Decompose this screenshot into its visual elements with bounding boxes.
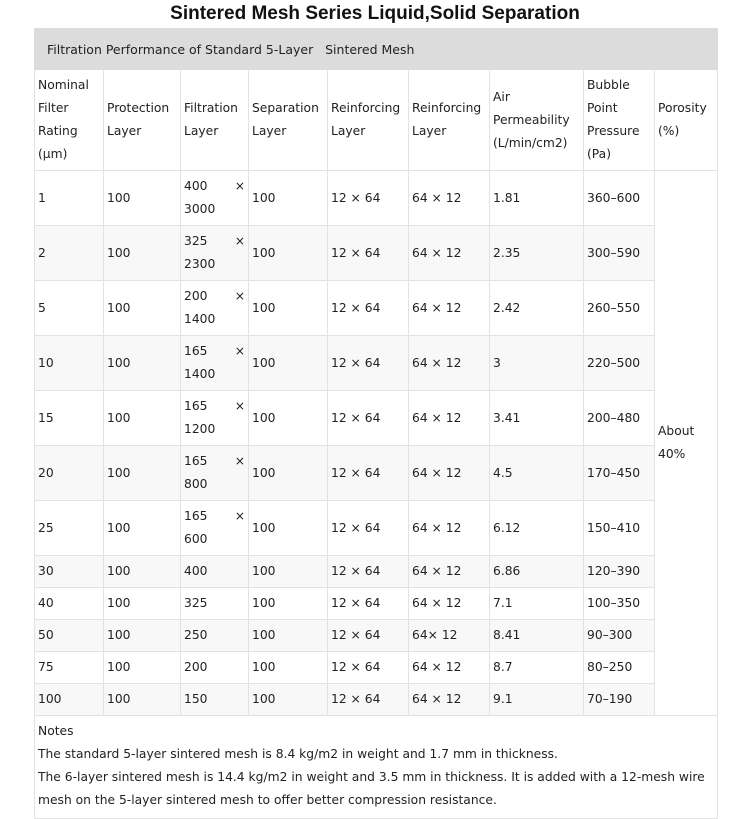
cell-air-permeability: 1.81 <box>490 171 584 226</box>
cell-reinforcing-2: 64 × 12 <box>409 226 490 281</box>
cell-reinforcing-1: 12 × 64 <box>328 446 409 501</box>
cell-separation: 100 <box>249 446 328 501</box>
table-caption: Filtration Performance of Standard 5-Layer Sintered Mesh <box>35 29 718 70</box>
notes-cell <box>35 716 718 819</box>
filtration-table-wrapper <box>34 28 717 819</box>
filtration-times-sign: × <box>234 234 245 248</box>
cell-bubble-point: 90–300 <box>584 620 655 652</box>
cell-reinforcing-2: 64× 12 <box>409 620 490 652</box>
table-row <box>35 556 718 588</box>
cell-separation: 100 <box>249 391 328 446</box>
header-separation-layer: Separation Layer <box>249 70 328 171</box>
cell-reinforcing-2: 64 × 12 <box>409 652 490 684</box>
cell-reinforcing-2: 64 × 12 <box>409 336 490 391</box>
cell-air-permeability: 2.42 <box>490 281 584 336</box>
cell-air-permeability: 3 <box>490 336 584 391</box>
cell-reinforcing-2: 64 × 12 <box>409 391 490 446</box>
cell-separation: 100 <box>249 171 328 226</box>
table-row <box>35 391 718 446</box>
cell-filtration: 200 <box>181 652 249 684</box>
filtration-times-sign: × <box>234 509 245 523</box>
cell-filtration <box>181 226 249 281</box>
header-porosity: Porosity (%) <box>655 70 718 171</box>
filtration-times-sign: × <box>234 399 245 413</box>
cell-air-permeability: 8.41 <box>490 620 584 652</box>
cell-reinforcing-1: 12 × 64 <box>328 336 409 391</box>
table-row <box>35 446 718 501</box>
cell-rating: 75 <box>35 652 104 684</box>
cell-protection: 100 <box>104 391 181 446</box>
table-row <box>35 588 718 620</box>
cell-air-permeability: 8.7 <box>490 652 584 684</box>
table-row <box>35 684 718 716</box>
cell-reinforcing-1: 12 × 64 <box>328 501 409 556</box>
cell-bubble-point: 360–600 <box>584 171 655 226</box>
cell-reinforcing-2: 64 × 12 <box>409 171 490 226</box>
cell-rating: 1 <box>35 171 104 226</box>
table-row <box>35 501 718 556</box>
filtration-mesh-b: 1400 <box>184 312 216 326</box>
cell-air-permeability: 2.35 <box>490 226 584 281</box>
cell-reinforcing-1: 12 × 64 <box>328 620 409 652</box>
filtration-mesh-a: 325 <box>184 234 208 248</box>
header-reinforcing-layer-1: Reinforcing Layer <box>328 70 409 171</box>
filtration-mesh-a: 165 <box>184 399 208 413</box>
filtration-mesh-a: 165 <box>184 454 208 468</box>
cell-reinforcing-2: 64 × 12 <box>409 281 490 336</box>
cell-filtration: 325 <box>181 588 249 620</box>
cell-rating: 25 <box>35 501 104 556</box>
cell-protection: 100 <box>104 620 181 652</box>
cell-filtration <box>181 391 249 446</box>
cell-filtration: 150 <box>181 684 249 716</box>
cell-reinforcing-1: 12 × 64 <box>328 226 409 281</box>
cell-bubble-point: 300–590 <box>584 226 655 281</box>
cell-rating: 5 <box>35 281 104 336</box>
cell-protection: 100 <box>104 501 181 556</box>
cell-air-permeability: 7.1 <box>490 588 584 620</box>
cell-separation: 100 <box>249 501 328 556</box>
table-row <box>35 171 718 226</box>
cell-reinforcing-1: 12 × 64 <box>328 652 409 684</box>
cell-separation: 100 <box>249 652 328 684</box>
table-row <box>35 226 718 281</box>
cell-bubble-point: 80–250 <box>584 652 655 684</box>
filtration-mesh-b: 600 <box>184 532 208 546</box>
cell-reinforcing-2: 64 × 12 <box>409 588 490 620</box>
cell-protection: 100 <box>104 336 181 391</box>
cell-filtration <box>181 446 249 501</box>
filtration-mesh-b: 2300 <box>184 257 216 271</box>
note-5-layer: The standard 5-layer sintered mesh is 8.4 kg/m2 in weight and 1.7 mm in thickness. <box>38 747 558 761</box>
cell-rating: 2 <box>35 226 104 281</box>
cell-bubble-point: 100–350 <box>584 588 655 620</box>
cell-reinforcing-1: 12 × 64 <box>328 556 409 588</box>
cell-filtration <box>181 336 249 391</box>
cell-filtration: 400 <box>181 556 249 588</box>
cell-reinforcing-1: 12 × 64 <box>328 281 409 336</box>
cell-separation: 100 <box>249 556 328 588</box>
cell-rating: 40 <box>35 588 104 620</box>
filtration-times-sign: × <box>234 344 245 358</box>
cell-separation: 100 <box>249 336 328 391</box>
table-caption-row <box>35 29 718 70</box>
cell-separation: 100 <box>249 281 328 336</box>
cell-air-permeability: 6.12 <box>490 501 584 556</box>
cell-bubble-point: 150–410 <box>584 501 655 556</box>
cell-bubble-point: 260–550 <box>584 281 655 336</box>
cell-separation: 100 <box>249 588 328 620</box>
cell-filtration <box>181 281 249 336</box>
cell-rating: 20 <box>35 446 104 501</box>
table-header-row <box>35 70 718 171</box>
cell-protection: 100 <box>104 281 181 336</box>
filtration-times-sign: × <box>234 454 245 468</box>
note-6-layer: The 6-layer sintered mesh is 14.4 kg/m2 in weight and 3.5 mm in thickness. It is added with a 12-mesh wire mesh on the 5-layer sintered mesh to offer better compression resistance. <box>38 770 705 807</box>
header-bubble-point-pressure: Bubble Point Pressure (Pa) <box>584 70 655 171</box>
cell-bubble-point: 220–500 <box>584 336 655 391</box>
cell-protection: 100 <box>104 171 181 226</box>
header-filtration-layer: Filtration Layer <box>181 70 249 171</box>
cell-filtration <box>181 501 249 556</box>
filtration-mesh-a: 165 <box>184 344 208 358</box>
table-row <box>35 652 718 684</box>
cell-rating: 15 <box>35 391 104 446</box>
cell-reinforcing-2: 64 × 12 <box>409 446 490 501</box>
cell-bubble-point: 120–390 <box>584 556 655 588</box>
cell-air-permeability: 6.86 <box>490 556 584 588</box>
cell-bubble-point: 170–450 <box>584 446 655 501</box>
filtration-mesh-b: 3000 <box>184 202 216 216</box>
cell-reinforcing-2: 64 × 12 <box>409 684 490 716</box>
cell-filtration <box>181 171 249 226</box>
filtration-mesh-a: 200 <box>184 289 208 303</box>
cell-protection: 100 <box>104 446 181 501</box>
notes-heading: Notes <box>38 724 74 738</box>
cell-protection: 100 <box>104 652 181 684</box>
filtration-mesh-a: 400 <box>184 179 208 193</box>
filtration-times-sign: × <box>234 179 245 193</box>
cell-reinforcing-1: 12 × 64 <box>328 588 409 620</box>
cell-reinforcing-2: 64 × 12 <box>409 556 490 588</box>
cell-reinforcing-1: 12 × 64 <box>328 684 409 716</box>
cell-air-permeability: 3.41 <box>490 391 584 446</box>
cell-separation: 100 <box>249 684 328 716</box>
cell-reinforcing-2: 64 × 12 <box>409 501 490 556</box>
notes-row <box>35 716 718 819</box>
filtration-times-sign: × <box>234 289 245 303</box>
header-air-permeability: Air Permeability (L/min/cm2) <box>490 70 584 171</box>
cell-filtration: 250 <box>181 620 249 652</box>
table-row <box>35 620 718 652</box>
cell-rating: 10 <box>35 336 104 391</box>
header-nominal-filter-rating: Nominal Filter Rating (µm) <box>35 70 104 171</box>
header-protection-layer: Protection Layer <box>104 70 181 171</box>
table-row <box>35 336 718 391</box>
cell-separation: 100 <box>249 620 328 652</box>
filtration-mesh-b: 800 <box>184 477 208 491</box>
cell-reinforcing-1: 12 × 64 <box>328 171 409 226</box>
cell-rating: 50 <box>35 620 104 652</box>
cell-protection: 100 <box>104 684 181 716</box>
header-reinforcing-layer-2: Reinforcing Layer <box>409 70 490 171</box>
cell-separation: 100 <box>249 226 328 281</box>
filtration-mesh-b: 1400 <box>184 367 216 381</box>
cell-porosity: About 40% <box>655 171 718 716</box>
cell-protection: 100 <box>104 588 181 620</box>
cell-air-permeability: 4.5 <box>490 446 584 501</box>
table-row <box>35 281 718 336</box>
filtration-mesh-a: 165 <box>184 509 208 523</box>
cell-protection: 100 <box>104 556 181 588</box>
cell-reinforcing-1: 12 × 64 <box>328 391 409 446</box>
cell-bubble-point: 70–190 <box>584 684 655 716</box>
cell-bubble-point: 200–480 <box>584 391 655 446</box>
page-title: Sintered Mesh Series Liquid,Solid Separation <box>170 3 580 24</box>
cell-rating: 30 <box>35 556 104 588</box>
filtration-performance-table <box>34 28 718 819</box>
cell-air-permeability: 9.1 <box>490 684 584 716</box>
filtration-mesh-b: 1200 <box>184 422 216 436</box>
cell-rating: 100 <box>35 684 104 716</box>
cell-protection: 100 <box>104 226 181 281</box>
